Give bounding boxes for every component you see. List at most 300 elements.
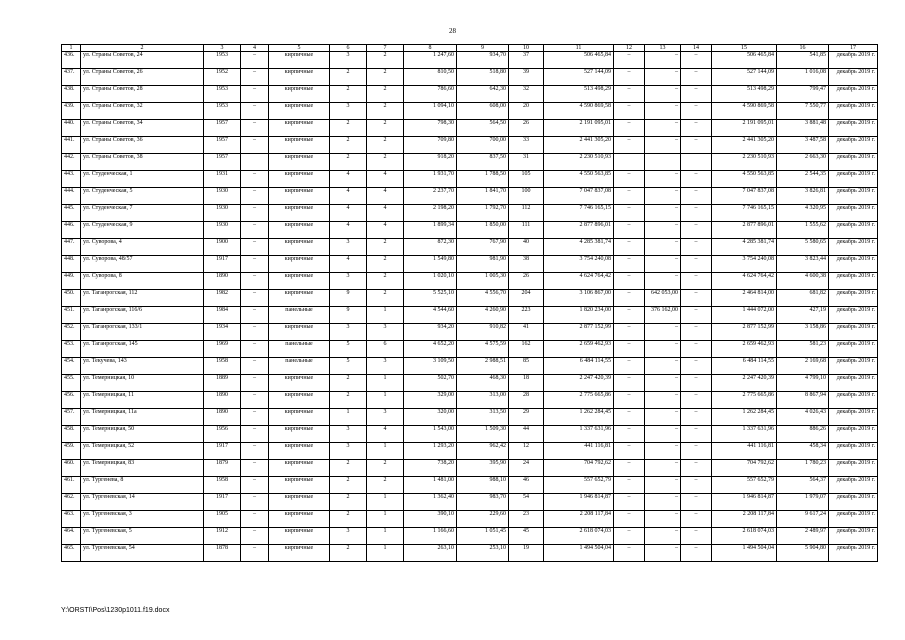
floors-cell: 3 (330, 528, 367, 545)
wall-material-cell: кирпичные (269, 256, 330, 273)
build-year-cell: 1982 (204, 290, 241, 307)
col-13-cell: – (645, 86, 681, 103)
row-number-cell: 459. (62, 443, 81, 460)
col-14-cell: – (681, 358, 712, 375)
col-12-cell: – (614, 528, 645, 545)
living-area-cell: 313,50 (457, 409, 509, 426)
residents-cell: 28 (509, 392, 544, 409)
cost-per-sqm-cell: 3 823,44 (777, 256, 829, 273)
col-4-cell: – (241, 290, 269, 307)
floors-cell: 2 (330, 137, 367, 154)
completion-date-cell: декабрь 2019 г. (829, 52, 878, 69)
floors-cell: 5 (330, 358, 367, 375)
floors-cell: 3 (330, 103, 367, 120)
build-year-cell: 1952 (204, 69, 241, 86)
row-number-cell: 437. (62, 69, 81, 86)
col-13-cell: – (645, 511, 681, 528)
col-12-cell: – (614, 103, 645, 120)
col-12-cell: – (614, 69, 645, 86)
row-number-cell: 455. (62, 375, 81, 392)
total-area-cell: 4 652,20 (404, 341, 457, 358)
living-area-cell: 2 988,51 (457, 358, 509, 375)
cost-per-sqm-cell: 7 550,77 (777, 103, 829, 120)
total-cost-cell: 1 494 504,04 (544, 545, 614, 562)
living-area-cell: 767,90 (457, 239, 509, 256)
wall-material-cell: кирпичные (269, 290, 330, 307)
col-14-cell: – (681, 375, 712, 392)
wall-material-cell: кирпичные (269, 392, 330, 409)
floors-cell: 4 (330, 205, 367, 222)
cost-per-sqm-cell: 886,26 (777, 426, 829, 443)
col-14-cell: – (681, 511, 712, 528)
address-cell: ул. Таганрогская, 112 (81, 290, 204, 307)
table-row (62, 307, 878, 324)
completion-date-cell: декабрь 2019 г. (829, 494, 878, 511)
completion-date-cell: декабрь 2019 г. (829, 511, 878, 528)
col-14-cell: – (681, 443, 712, 460)
living-area-cell: 1 509,30 (457, 426, 509, 443)
total-cost-cell: 2 230 510,93 (544, 154, 614, 171)
col-14-cell: – (681, 341, 712, 358)
wall-material-cell: кирпичные (269, 205, 330, 222)
col-13-cell: – (645, 392, 681, 409)
col-12-cell: – (614, 324, 645, 341)
table-row (62, 290, 878, 307)
entrances-cell: 4 (367, 205, 404, 222)
address-cell: ул. Темерницкая, 83 (81, 460, 204, 477)
floors-cell: 3 (330, 426, 367, 443)
cost-per-sqm-cell: 799,47 (777, 86, 829, 103)
build-year-cell: 1958 (204, 477, 241, 494)
build-year-cell: 1958 (204, 358, 241, 375)
total-area-cell: 1 931,70 (404, 171, 457, 188)
total-cost-cell: 3 754 240,08 (544, 256, 614, 273)
col-14-cell (681, 154, 712, 171)
col-12-cell: – (614, 341, 645, 358)
wall-material-cell: кирпичные (269, 86, 330, 103)
total-cost-cell: 2 208 117,84 (544, 511, 614, 528)
column-number-row (62, 45, 878, 52)
col-12-cell: – (614, 137, 645, 154)
build-year-cell: 1931 (204, 171, 241, 188)
floors-cell: 2 (330, 69, 367, 86)
row-number-cell: 461. (62, 477, 81, 494)
col-4-cell: – (241, 120, 269, 137)
cost-total-2-cell: 3 754 240,08 (712, 256, 777, 273)
total-cost-cell: 557 652,79 (544, 477, 614, 494)
column-number-header: 15 (712, 45, 777, 52)
row-number-cell: 454. (62, 358, 81, 375)
table-row (62, 205, 878, 222)
build-year-cell: 1917 (204, 443, 241, 460)
col-4-cell (241, 154, 269, 171)
living-area-cell: 253,10 (457, 545, 509, 562)
col-14-cell: – (681, 460, 712, 477)
build-year-cell: 1890 (204, 409, 241, 426)
wall-material-cell: кирпичные (269, 545, 330, 562)
cost-per-sqm-cell: 5 580,65 (777, 239, 829, 256)
total-cost-cell: 2 191 095,01 (544, 120, 614, 137)
table-row (62, 494, 878, 511)
total-cost-cell: 1 946 814,87 (544, 494, 614, 511)
residents-cell: 37 (509, 52, 544, 69)
address-cell: ул. Страны Советов, 28 (81, 86, 204, 103)
living-area-cell: 564,50 (457, 120, 509, 137)
address-cell: ул. Таганрогская, 145 (81, 341, 204, 358)
living-area-cell: 229,60 (457, 511, 509, 528)
column-number-header: 4 (241, 45, 269, 52)
wall-material-cell: кирпичные (269, 103, 330, 120)
cost-total-2-cell: 557 652,79 (712, 477, 777, 494)
table-row (62, 528, 878, 545)
entrances-cell: 1 (367, 307, 404, 324)
column-number-header: 8 (404, 45, 457, 52)
table-row (62, 188, 878, 205)
total-area-cell: 1 293,20 (404, 443, 457, 460)
col-14-cell: – (681, 256, 712, 273)
address-cell: ул. Студенческая, 5 (81, 188, 204, 205)
row-number-cell: 456. (62, 392, 81, 409)
wall-material-cell: кирпичные (269, 375, 330, 392)
cost-total-2-cell: 1 337 631,96 (712, 426, 777, 443)
col-14-cell: – (681, 86, 712, 103)
table-row (62, 460, 878, 477)
build-year-cell: 1930 (204, 205, 241, 222)
residents-cell: 112 (509, 205, 544, 222)
col-4-cell: – (241, 324, 269, 341)
column-number-header: 1 (62, 45, 81, 52)
completion-date-cell: декабрь 2019 г. (829, 188, 878, 205)
col-14-cell: – (681, 273, 712, 290)
col-4-cell: – (241, 460, 269, 477)
cost-per-sqm-cell: 3 158,86 (777, 324, 829, 341)
floors-cell: 9 (330, 307, 367, 324)
row-number-cell: 450. (62, 290, 81, 307)
completion-date-cell: декабрь 2019 г. (829, 137, 878, 154)
wall-material-cell: кирпичные (269, 222, 330, 239)
wall-material-cell: кирпичные (269, 426, 330, 443)
total-area-cell: 502,70 (404, 375, 457, 392)
living-area-cell: 1 850,00 (457, 222, 509, 239)
col-4-cell: – (241, 443, 269, 460)
col-12-cell: – (614, 511, 645, 528)
residents-cell: 31 (509, 154, 544, 171)
living-area-cell: 4 556,70 (457, 290, 509, 307)
cost-per-sqm-cell: 581,23 (777, 341, 829, 358)
address-cell: ул. Страны Советов, 34 (81, 120, 204, 137)
col-13-cell: – (645, 137, 681, 154)
col-4-cell: – (241, 52, 269, 69)
wall-material-cell: кирпичные (269, 188, 330, 205)
cost-total-2-cell: 4 624 764,42 (712, 273, 777, 290)
column-number-header: 10 (509, 45, 544, 52)
total-cost-cell: 2 877 152,99 (544, 324, 614, 341)
completion-date-cell: декабрь 2019 г. (829, 239, 878, 256)
col-14-cell: – (681, 392, 712, 409)
table-row (62, 392, 878, 409)
total-cost-cell: 2 441 305,20 (544, 137, 614, 154)
total-area-cell: 1 481,00 (404, 477, 457, 494)
cost-per-sqm-cell: 4 600,38 (777, 273, 829, 290)
cost-per-sqm-cell: 564,37 (777, 477, 829, 494)
table-row (62, 239, 878, 256)
completion-date-cell: декабрь 2019 г. (829, 290, 878, 307)
total-area-cell: 1 166,60 (404, 528, 457, 545)
floors-cell: 4 (330, 256, 367, 273)
col-13-cell: – (645, 358, 681, 375)
living-area-cell: 468,30 (457, 375, 509, 392)
row-number-cell: 457. (62, 409, 81, 426)
completion-date-cell: декабрь 2019 г. (829, 375, 878, 392)
col-12-cell (614, 154, 645, 171)
wall-material-cell: кирпичные (269, 494, 330, 511)
column-number-header: 6 (330, 45, 367, 52)
col-4-cell: – (241, 307, 269, 324)
total-cost-cell: 2 775 665,86 (544, 392, 614, 409)
cost-total-2-cell: 506 465,84 (712, 52, 777, 69)
total-area-cell: 1 094,10 (404, 103, 457, 120)
page-number: 28 (449, 27, 456, 35)
living-area-cell: 934,70 (457, 52, 509, 69)
total-area-cell: 2 198,20 (404, 205, 457, 222)
table-row (62, 69, 878, 86)
residents-cell: 20 (509, 103, 544, 120)
col-12-cell: – (614, 392, 645, 409)
wall-material-cell: кирпичные (269, 477, 330, 494)
col-13-cell: – (645, 545, 681, 562)
col-4-cell: – (241, 528, 269, 545)
address-cell: ул. Тургенева, 8 (81, 477, 204, 494)
completion-date-cell: декабрь 2019 г. (829, 426, 878, 443)
cost-per-sqm-cell: 4 026,43 (777, 409, 829, 426)
living-area-cell: 4 575,59 (457, 341, 509, 358)
residents-cell: 32 (509, 86, 544, 103)
wall-material-cell: кирпичные (269, 171, 330, 188)
wall-material-cell: кирпичные (269, 324, 330, 341)
total-cost-cell: 2 877 896,01 (544, 222, 614, 239)
total-area-cell: 390,10 (404, 511, 457, 528)
total-cost-cell: 4 624 764,42 (544, 273, 614, 290)
residents-cell: 12 (509, 443, 544, 460)
buildings-registry-table (61, 44, 878, 562)
address-cell: ул. Тургеневская, 14 (81, 494, 204, 511)
row-number-cell: 465. (62, 545, 81, 562)
column-number-header: 14 (681, 45, 712, 52)
wall-material-cell: панельные (269, 307, 330, 324)
address-cell: ул. Таганрогская, 116/6 (81, 307, 204, 324)
floors-cell: 4 (330, 171, 367, 188)
floors-cell: 4 (330, 188, 367, 205)
col-14-cell: – (681, 222, 712, 239)
address-cell: ул. Тургеневская, 3 (81, 511, 204, 528)
cost-total-2-cell: 7 746 165,15 (712, 205, 777, 222)
build-year-cell: 1930 (204, 222, 241, 239)
total-cost-cell: 7 047 837,08 (544, 188, 614, 205)
table-row (62, 511, 878, 528)
col-14-cell: – (681, 103, 712, 120)
col-13-cell: – (645, 205, 681, 222)
col-13-cell: – (645, 69, 681, 86)
col-14-cell: – (681, 426, 712, 443)
residents-cell: 33 (509, 137, 544, 154)
floors-cell: 3 (330, 239, 367, 256)
col-12-cell: – (614, 426, 645, 443)
entrances-cell: 2 (367, 290, 404, 307)
entrances-cell: 2 (367, 239, 404, 256)
cost-total-2-cell: 2 208 117,84 (712, 511, 777, 528)
col-13-cell: 376 162,00 (645, 307, 681, 324)
entrances-cell: 2 (367, 154, 404, 171)
cost-per-sqm-cell: 3 487,58 (777, 137, 829, 154)
build-year-cell: 1917 (204, 256, 241, 273)
column-number-header: 7 (367, 45, 404, 52)
build-year-cell: 1905 (204, 511, 241, 528)
col-4-cell: – (241, 426, 269, 443)
living-area-cell: 700,00 (457, 137, 509, 154)
cost-total-2-cell: 4 285 381,74 (712, 239, 777, 256)
living-area-cell: 1 051,45 (457, 528, 509, 545)
col-13-cell (645, 154, 681, 171)
col-14-cell: – (681, 477, 712, 494)
entrances-cell: 3 (367, 324, 404, 341)
col-14-cell: – (681, 69, 712, 86)
column-number-header: 9 (457, 45, 509, 52)
col-4-cell: – (241, 86, 269, 103)
floors-cell: 2 (330, 375, 367, 392)
col-12-cell: – (614, 494, 645, 511)
col-13-cell: – (645, 426, 681, 443)
floors-cell: 5 (330, 341, 367, 358)
entrances-cell: 1 (367, 375, 404, 392)
col-13-cell: – (645, 341, 681, 358)
row-number-cell: 453. (62, 341, 81, 358)
cost-total-2-cell: 1 946 814,87 (712, 494, 777, 511)
address-cell: ул. Страны Советов, 26 (81, 69, 204, 86)
table-row (62, 477, 878, 494)
build-year-cell: 1934 (204, 324, 241, 341)
address-cell: ул. Темерницкая, 11 (81, 392, 204, 409)
entrances-cell: 2 (367, 86, 404, 103)
address-cell: ул. Тургеневская, 54 (81, 545, 204, 562)
col-13-cell: – (645, 494, 681, 511)
total-area-cell: 1 543,00 (404, 426, 457, 443)
cost-per-sqm-cell: 2 663,30 (777, 154, 829, 171)
completion-date-cell: декабрь 2019 г. (829, 273, 878, 290)
total-cost-cell: 704 792,62 (544, 460, 614, 477)
column-number-header: 3 (204, 45, 241, 52)
living-area-cell: 395,90 (457, 460, 509, 477)
table-row (62, 137, 878, 154)
row-number-cell: 442. (62, 154, 81, 171)
total-cost-cell: 4 285 381,74 (544, 239, 614, 256)
total-area-cell: 810,50 (404, 69, 457, 86)
col-12-cell: – (614, 222, 645, 239)
living-area-cell: 981,90 (457, 256, 509, 273)
table-row (62, 120, 878, 137)
build-year-cell: 1890 (204, 273, 241, 290)
living-area-cell: 1 792,70 (457, 205, 509, 222)
entrances-cell: 2 (367, 137, 404, 154)
row-number-cell: 439. (62, 103, 81, 120)
address-cell: ул. Студенческая, 1 (81, 171, 204, 188)
residents-cell: 111 (509, 222, 544, 239)
entrances-cell: 1 (367, 392, 404, 409)
address-cell: ул. Суворова, 48/57 (81, 256, 204, 273)
table-row (62, 222, 878, 239)
build-year-cell: 1984 (204, 307, 241, 324)
total-cost-cell: 1 262 284,45 (544, 409, 614, 426)
residents-cell: 40 (509, 239, 544, 256)
table-row (62, 375, 878, 392)
cost-total-2-cell: 2 618 074,03 (712, 528, 777, 545)
col-13-cell: – (645, 239, 681, 256)
build-year-cell: 1878 (204, 545, 241, 562)
address-cell: ул. Студенческая, 7 (81, 205, 204, 222)
residents-cell: 26 (509, 120, 544, 137)
entrances-cell: 3 (367, 409, 404, 426)
residents-cell: 41 (509, 324, 544, 341)
cost-per-sqm-cell: 541,85 (777, 52, 829, 69)
total-area-cell: 1 362,40 (404, 494, 457, 511)
floors-cell: 3 (330, 273, 367, 290)
build-year-cell: 1889 (204, 375, 241, 392)
table-row (62, 324, 878, 341)
residents-cell: 85 (509, 358, 544, 375)
col-13-cell: – (645, 477, 681, 494)
living-area-cell: 4 260,90 (457, 307, 509, 324)
col-4-cell: – (241, 239, 269, 256)
col-12-cell: – (614, 443, 645, 460)
row-number-cell: 464. (62, 528, 81, 545)
col-4-cell: – (241, 545, 269, 562)
total-area-cell: 4 544,60 (404, 307, 457, 324)
cost-per-sqm-cell: 1 780,23 (777, 460, 829, 477)
cost-per-sqm-cell: 458,34 (777, 443, 829, 460)
col-14-cell: – (681, 307, 712, 324)
entrances-cell: 3 (367, 358, 404, 375)
column-number-header: 11 (544, 45, 614, 52)
total-area-cell: 872,30 (404, 239, 457, 256)
row-number-cell: 447. (62, 239, 81, 256)
col-13-cell: – (645, 171, 681, 188)
cost-total-2-cell: 2 775 665,86 (712, 392, 777, 409)
cost-total-2-cell: 2 247 420,39 (712, 375, 777, 392)
address-cell: ул. Темерницкая, 50 (81, 426, 204, 443)
col-4-cell: – (241, 375, 269, 392)
col-12-cell: – (614, 239, 645, 256)
completion-date-cell: декабрь 2019 г. (829, 324, 878, 341)
residents-cell: 26 (509, 273, 544, 290)
col-13-cell: 642 053,00 (645, 290, 681, 307)
wall-material-cell: кирпичные (269, 273, 330, 290)
cost-total-2-cell: 527 144,09 (712, 69, 777, 86)
residents-cell: 29 (509, 409, 544, 426)
total-cost-cell: 2 618 074,03 (544, 528, 614, 545)
wall-material-cell: кирпичные (269, 137, 330, 154)
build-year-cell: 1879 (204, 460, 241, 477)
address-cell: ул. Страны Советов, 32 (81, 103, 204, 120)
col-13-cell: – (645, 188, 681, 205)
column-number-header: 16 (777, 45, 829, 52)
address-cell: ул. Страны Советов, 36 (81, 137, 204, 154)
col-14-cell: – (681, 494, 712, 511)
total-cost-cell: 506 465,84 (544, 52, 614, 69)
entrances-cell: 2 (367, 273, 404, 290)
cost-total-2-cell: 4 590 869,58 (712, 103, 777, 120)
col-14-cell: – (681, 409, 712, 426)
completion-date-cell: декабрь 2019 г. (829, 392, 878, 409)
build-year-cell: 1957 (204, 137, 241, 154)
